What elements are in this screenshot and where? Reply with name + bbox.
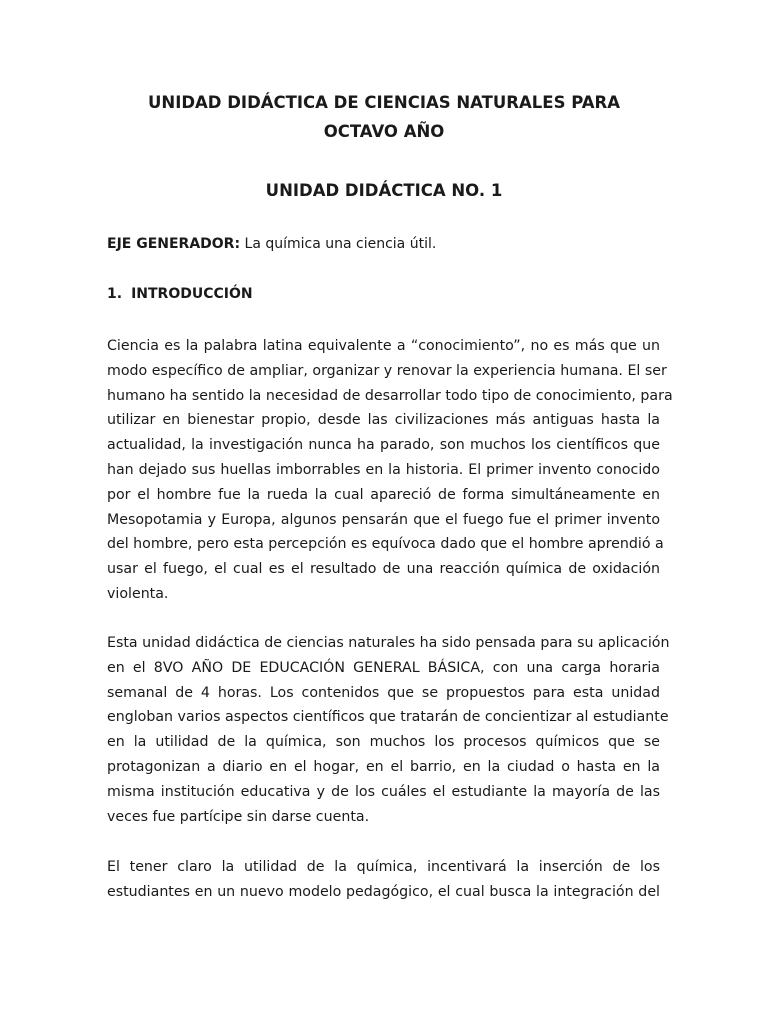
paragraph-line: han dejado sus huellas imborrables en la historia. El primer invento conocido [107,461,660,478]
document-title [100,88,668,146]
paragraph-line: humano ha sentido la necesidad de desarrollar todo tipo de conocimiento, para [107,387,673,404]
paragraph-line: en el 8VO AÑO DE EDUCACIÓN GENERAL BÁSICA, con una carga horaria [107,659,660,676]
paragraph-line: en la utilidad de la química, son muchos los procesos químicos que se [107,734,660,751]
paragraph [107,631,670,829]
title-line-1: UNIDAD DIDÁCTICA DE CIENCIAS NATURALES PARA [147,93,621,112]
paragraph [107,334,673,607]
paragraph-line: usar el fuego, el cual es el resultado de una reacción química de oxidación [107,561,660,578]
eje-label: EJE GENERADOR: [107,236,241,252]
paragraph-line: utilizar en bienestar propio, desde las civilizaciones más antiguas hasta la [107,412,660,429]
paragraph [107,855,660,905]
paragraph-line: engloban varios aspectos científicos que tratarán de concientizar al estudiante [107,709,669,726]
paragraph-line: estudiantes en un nuevo modelo pedagógico, el cual busca la integración del [107,883,660,900]
eje-text: La química una ciencia útil. [240,236,437,252]
paragraph-line: del hombre, pero esta percepción es equívoca dado que el hombre aprendió a [107,536,664,553]
title-line-2: OCTAVO AÑO [323,122,445,141]
paragraph-line: El tener claro la utilidad de la química, incentivará la inserción de los [107,859,660,875]
paragraph-line: modo específico de ampliar, organizar y renovar la experiencia humana. El ser [107,362,667,379]
paragraph-line: Esta unidad didáctica de ciencias naturales ha sido pensada para su aplicación [107,635,670,651]
section-title: INTRODUCCIÓN [131,286,253,302]
paragraph-line: veces fue partícipe sin darse cuenta. [107,808,370,825]
paragraph-line: por el hombre fue la rueda la cual apareció de forma simultáneamente en [107,486,660,503]
paragraph-line: protagonizan a diario en el hogar, en el barrio, en la ciudad o hasta en la [107,758,660,775]
paragraph-line: misma institución educativa y de los cuáles el estudiante la mayoría de las [107,783,660,800]
paragraph-line: semanal de 4 horas. Los contenidos que se propuestos para esta unidad [107,684,660,701]
paragraph-line: violenta. [107,585,169,602]
eje-generador [107,233,436,255]
paragraph-line: Ciencia es la palabra latina equivalente a “conocimiento”, no es más que un [107,338,660,354]
section-number: 1. [107,286,123,302]
paragraph-line: actualidad, la investigación nunca ha parado, son muchos los científicos que [107,437,660,454]
document-subtitle: UNIDAD DIDÁCTICA NO. 1 [265,181,503,200]
paragraph-line: Mesopotamia y Europa, algunos pensarán que el fuego fue el primer invento [107,511,660,528]
section-heading [107,283,253,305]
